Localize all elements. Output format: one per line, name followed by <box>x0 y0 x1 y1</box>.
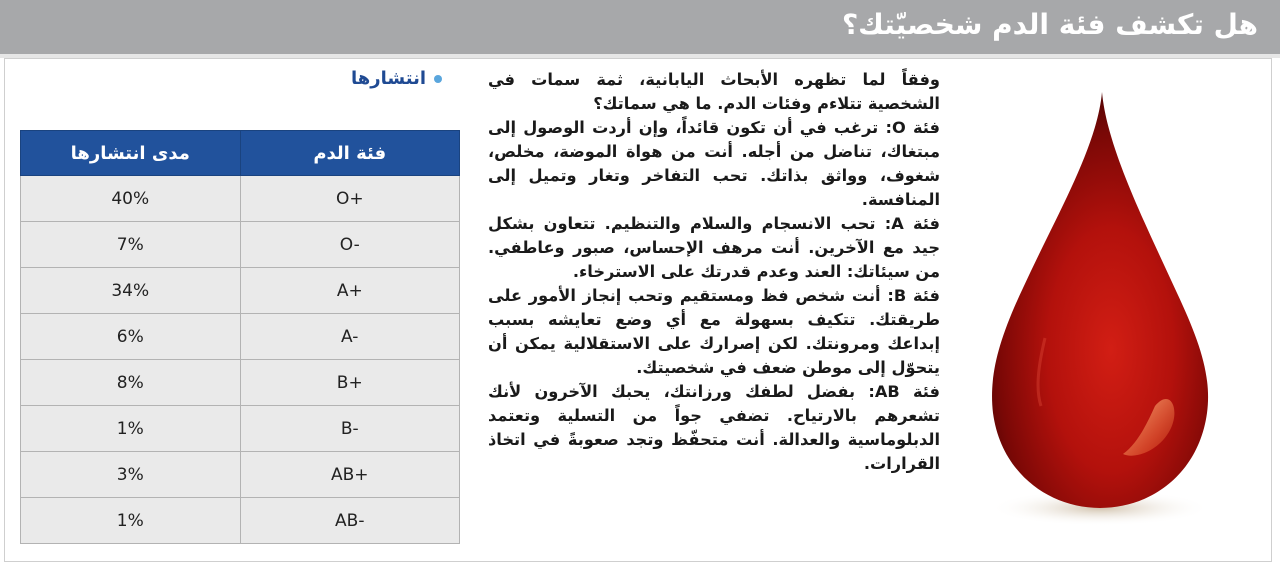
section-heading-text: انتشارها <box>351 68 426 89</box>
table-row <box>21 222 460 268</box>
paragraph-type-b: فئة B: أنت شخص فظ ومستقيم وتحب إنجاز الأمور على طريقتك. تتكيف بسهولة مع أي وضع تعايشه بسبب إبداعك ومرونتك. لكن إصرارك على الاستقلالية يمكن أن يتحوّل إلى موطن ضعف في شخصيتك. <box>488 286 940 377</box>
table-row <box>21 360 460 406</box>
type-cell: B- <box>240 406 460 452</box>
share-cell: 8% <box>21 360 241 406</box>
share-cell: 1% <box>21 498 241 544</box>
type-cell: AB- <box>240 498 460 544</box>
share-cell: 40% <box>21 176 241 222</box>
table-row <box>21 314 460 360</box>
column-header-share: مدى انتشارها <box>21 131 241 176</box>
header-bar <box>0 0 1280 58</box>
type-cell: A+ <box>240 268 460 314</box>
blood-type-table <box>20 130 460 544</box>
table-row <box>21 268 460 314</box>
type-cell: A- <box>240 314 460 360</box>
type-cell: AB+ <box>240 452 460 498</box>
table-row <box>21 452 460 498</box>
share-cell: 1% <box>21 406 241 452</box>
share-cell: 6% <box>21 314 241 360</box>
column-header-type: فئة الدم <box>240 131 460 176</box>
paragraph-type-o: فئة O: ترغب في أن تكون قائداً، وإن أردت الوصول إلى مبتغاك، تناضل من أجله. أنت من هواة الموضة، مخلص، شغوف، وواثق بذاتك. تحب التفاخر وتغار وتميل إلى المنافسة. <box>488 118 940 209</box>
table-header-row <box>21 131 460 176</box>
share-cell: 34% <box>21 268 241 314</box>
table-row <box>21 406 460 452</box>
share-cell: 3% <box>21 452 241 498</box>
article-intro: وفقاً لما تظهره الأبحاث اليابانية، ثمة سمات في الشخصية تتلاءم وفئات الدم. ما هي سماتك؟ <box>488 70 940 113</box>
table-row <box>21 498 460 544</box>
type-cell: O+ <box>240 176 460 222</box>
article-body <box>488 68 940 476</box>
table-row <box>21 176 460 222</box>
bullet-dot-icon <box>434 75 442 83</box>
type-cell: B+ <box>240 360 460 406</box>
share-cell: 7% <box>21 222 241 268</box>
blood-drop-icon <box>985 88 1215 538</box>
section-heading <box>351 68 442 89</box>
type-cell: O- <box>240 222 460 268</box>
page-title: هل تكشف فئة الدم شخصيّتك؟ <box>841 8 1258 41</box>
paragraph-type-a: فئة A: تحب الانسجام والسلام والتنظيم. تتعاون بشكل جيد مع الآخرين. أنت مرهف الإحساس، صبور وعاطفي. من سيئاتك: العند وعدم قدرتك على الاسترخاء. <box>488 214 940 281</box>
paragraph-type-ab: فئة AB: بفضل لطفك ورزانتك، يحبك الآخرون لأنك تشعرهم بالارتياح. تضفي جواً من التسلية وتعتمد الدبلوماسية والعدالة. أنت متحفّظ وتجد صعوبةً في اتخاذ القرارات. <box>488 382 940 473</box>
